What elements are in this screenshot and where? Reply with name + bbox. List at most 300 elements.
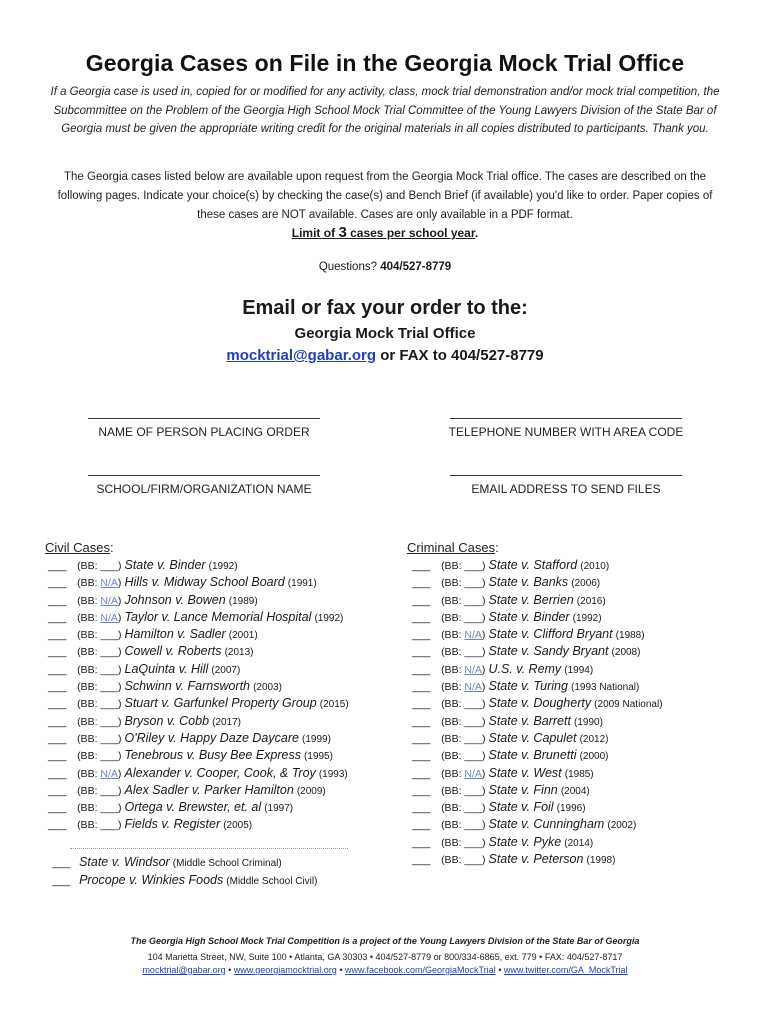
bench-brief-label: (BB:: [77, 819, 101, 832]
case-name: State v. Capulet: [488, 730, 577, 745]
order-instructions: The Georgia cases listed below are available upon request from the Georgia Mock Trial office. The cases are described on the following pages. Indicate your choice(s) by checking the case(s) and Bench Brief (if available) you'd like to order. Paper copies of these cases are NOT available. Cases are only available in a PDF format.: [57, 171, 713, 221]
case-year: (2007): [211, 664, 241, 676]
bench-brief-close: ): [481, 854, 486, 867]
bench-brief-close: ): [481, 681, 486, 694]
bench-brief-field[interactable]: [441, 819, 485, 831]
case-name: Hamilton v. Sadler: [124, 627, 226, 642]
bench-brief-close: ): [117, 594, 122, 607]
case-year: (2005): [223, 820, 253, 832]
case-checkbox-blank[interactable]: ___: [48, 629, 67, 642]
bench-brief-value: ___: [464, 836, 482, 849]
case-row: [412, 661, 663, 678]
case-checkbox-blank[interactable]: ___: [48, 732, 67, 745]
bench-brief-field[interactable]: [441, 629, 485, 641]
case-year: (1993): [318, 768, 348, 780]
case-checkbox-blank[interactable]: ___: [52, 875, 71, 887]
case-name: Cowell v. Roberts: [124, 644, 222, 659]
bench-brief-value: ___: [464, 802, 482, 815]
bench-brief-field[interactable]: [77, 750, 121, 762]
bench-brief-field[interactable]: [441, 716, 485, 728]
bench-brief-label: (BB:: [441, 836, 465, 849]
case-name: State v. Peterson: [488, 852, 584, 867]
phone-field-label: TELEPHONE NUMBER WITH AREA CODE: [448, 425, 684, 439]
case-checkbox-blank[interactable]: ___: [48, 594, 67, 607]
page-title: Georgia Cases on File in the Georgia Mock Trial Office: [85, 50, 685, 76]
bench-brief-close: ): [117, 732, 122, 745]
email-field-label: EMAIL ADDRESS TO SEND FILES: [471, 482, 661, 496]
case-name: State v. Clifford Bryant: [488, 627, 613, 642]
email-link[interactable]: mocktrial@gabar.org: [226, 347, 377, 364]
case-year: (1998): [586, 855, 616, 867]
case-row: [48, 661, 349, 678]
case-name: State v. Banks: [488, 575, 569, 590]
bench-brief-field[interactable]: [77, 577, 121, 589]
case-row: [412, 592, 663, 609]
limit-notice: Limit of 3 cases per school year.: [291, 224, 479, 241]
bench-brief-close: ): [117, 646, 122, 659]
bench-brief-close: ): [117, 629, 122, 642]
office-name: Georgia Mock Trial Office: [294, 325, 476, 342]
case-year: (2009): [296, 785, 326, 797]
case-row: [48, 695, 349, 712]
case-checkbox-blank[interactable]: ___: [48, 802, 67, 815]
bench-brief-label: (BB:: [77, 750, 101, 763]
contact-line: mocktrial@gabar.org or FAX to 404/527-8779: [226, 347, 544, 364]
case-checkbox-blank[interactable]: ___: [412, 750, 431, 763]
case-checkbox-blank[interactable]: ___: [412, 629, 431, 642]
bench-brief-value: ___: [100, 698, 118, 711]
bench-brief-close: ): [481, 698, 486, 711]
case-year: (2016): [576, 595, 606, 607]
bench-brief-field[interactable]: [77, 768, 121, 780]
case-year: (2015): [319, 699, 349, 711]
limit-text: Limit of 3 cases per school year: [291, 224, 475, 241]
footer-separator: •: [495, 965, 504, 975]
case-checkbox-blank[interactable]: ___: [412, 854, 431, 867]
case-checkbox-blank[interactable]: ___: [412, 802, 431, 815]
bench-brief-close: ): [117, 698, 122, 711]
case-name: Bryson v. Cobb: [124, 713, 210, 728]
case-name: State v. Foil: [488, 800, 554, 815]
bench-brief-label: (BB:: [441, 802, 465, 815]
bench-brief-label: (BB:: [77, 802, 101, 815]
bench-brief-label: (BB:: [441, 611, 465, 624]
name-field-label: NAME OF PERSON PLACING ORDER: [98, 425, 310, 439]
case-name: State v. Sandy Bryant: [488, 644, 609, 659]
case-row: [412, 834, 663, 851]
bench-brief-field[interactable]: [77, 802, 121, 814]
bench-brief-label: (BB:: [77, 577, 101, 590]
bench-brief-close: ): [117, 819, 122, 832]
bench-brief-close: ): [117, 802, 122, 815]
bench-brief-value: ___: [464, 560, 482, 572]
bench-brief-field[interactable]: [441, 612, 485, 624]
case-name: Hills v. Midway School Board: [124, 575, 285, 590]
bench-brief-label: (BB:: [441, 681, 465, 694]
bench-brief-close: ): [117, 784, 122, 797]
case-checkbox-blank[interactable]: ___: [52, 857, 71, 869]
footer-link[interactable]: www.georgiamocktrial.org: [233, 965, 337, 975]
bench-brief-label: (BB:: [77, 715, 101, 728]
bench-brief-value: ___: [100, 663, 118, 676]
case-year: (1985): [564, 768, 594, 780]
bench-brief-field[interactable]: [441, 664, 485, 676]
bench-brief-label: (BB:: [441, 819, 465, 832]
case-year: (1996): [556, 803, 586, 815]
bench-brief-field[interactable]: [77, 560, 121, 572]
case-row: [48, 643, 349, 660]
bench-brief-label: (BB:: [77, 646, 101, 659]
case-checkbox-blank[interactable]: ___: [412, 819, 431, 832]
case-name: Johnson v. Bowen: [124, 592, 226, 607]
phone-field[interactable]: [436, 418, 696, 439]
bench-brief-close: ): [117, 681, 122, 694]
bench-brief-label: (BB:: [77, 767, 101, 780]
bench-brief-value: ___: [464, 715, 482, 728]
bench-brief-close: ): [481, 784, 486, 797]
case-year: (2008): [611, 647, 641, 659]
case-row: [48, 678, 349, 695]
case-year: (2001): [228, 630, 258, 642]
case-checkbox-blank[interactable]: ___: [48, 698, 67, 711]
bench-brief-close: ): [117, 663, 122, 676]
bench-brief-label: (BB:: [441, 577, 465, 590]
case-name: State v. Finn: [488, 782, 558, 797]
bench-brief-label: (BB:: [441, 732, 465, 745]
bench-brief-close: ): [117, 560, 122, 572]
bench-brief-field[interactable]: [441, 646, 485, 658]
case-name: State v. Turing: [488, 679, 568, 694]
case-name: State v. Binder: [124, 558, 206, 572]
bench-brief-field[interactable]: [441, 595, 485, 607]
case-year: (1993 National): [570, 682, 640, 694]
bench-brief-value: ___: [100, 681, 118, 694]
case-year: (1989): [228, 595, 258, 607]
bench-brief-label: (BB:: [441, 698, 465, 711]
bench-brief-close: ): [117, 750, 122, 763]
case-row: [412, 557, 663, 574]
case-year: (2006): [571, 578, 601, 590]
bench-brief-field[interactable]: [441, 560, 485, 572]
case-year: (2017): [212, 716, 241, 728]
divider: [70, 848, 348, 849]
case-name: Tenebrous v. Busy Bee Express: [124, 748, 301, 763]
bench-brief-label: (BB:: [441, 750, 465, 763]
case-year: (2003): [253, 682, 282, 694]
footer-link[interactable]: mocktrial@gabar.org: [142, 965, 226, 975]
case-year: (1992): [572, 612, 602, 624]
case-name: State v. Dougherty: [488, 696, 592, 711]
bench-brief-field[interactable]: [441, 733, 485, 745]
bench-brief-close: ): [481, 819, 486, 832]
case-row: [48, 574, 349, 591]
bench-brief-value: ___: [100, 784, 118, 797]
case-name: State v. Stafford: [488, 558, 578, 572]
bench-brief-value: N/A: [100, 577, 118, 590]
bench-brief-value: N/A: [100, 611, 118, 624]
bench-brief-field[interactable]: [77, 785, 121, 797]
bench-brief-value: N/A: [464, 767, 482, 780]
case-name: State v. Cunningham: [488, 817, 605, 832]
case-checkbox-blank[interactable]: ___: [48, 646, 67, 659]
case-row: [48, 713, 349, 730]
bench-brief-value: ___: [464, 819, 482, 832]
bench-brief-label: (BB:: [77, 784, 101, 797]
case-checkbox-blank[interactable]: ___: [48, 819, 67, 832]
case-year: (2002): [607, 820, 637, 832]
bench-brief-close: ): [481, 611, 486, 624]
bench-brief-field[interactable]: [77, 716, 121, 728]
bench-brief-value: N/A: [464, 629, 482, 642]
bench-brief-value: N/A: [464, 681, 482, 694]
bench-brief-label: (BB:: [441, 715, 465, 728]
bench-brief-value: ___: [100, 715, 118, 728]
signature-line: [450, 418, 682, 419]
bench-brief-close: ): [481, 629, 486, 642]
case-year: (2012): [579, 733, 609, 745]
case-row: [48, 730, 349, 747]
bench-brief-value: ___: [464, 784, 482, 797]
bench-brief-value: ___: [464, 646, 482, 659]
case-note: (Middle School Civil): [226, 876, 318, 887]
bench-brief-field[interactable]: [77, 819, 121, 831]
case-row: [412, 643, 663, 660]
case-checkbox-blank[interactable]: ___: [412, 681, 431, 694]
case-checkbox-blank[interactable]: ___: [412, 698, 431, 711]
bench-brief-value: ___: [464, 698, 482, 711]
case-year: (1988): [615, 630, 645, 642]
bench-brief-close: ): [117, 611, 122, 624]
case-checkbox-blank[interactable]: ___: [412, 715, 431, 728]
case-row: [48, 626, 349, 643]
bench-brief-label: (BB:: [441, 854, 465, 867]
bench-brief-value: ___: [100, 629, 118, 642]
bench-brief-field[interactable]: [77, 595, 121, 607]
bench-brief-close: ): [481, 836, 486, 849]
bench-brief-close: ): [481, 560, 486, 572]
case-name: Procope v. Winkies Foods: [79, 873, 224, 887]
bench-brief-field[interactable]: [441, 768, 485, 780]
case-checkbox-blank[interactable]: ___: [48, 560, 67, 572]
case-row: [48, 799, 349, 816]
bench-brief-label: (BB:: [441, 594, 465, 607]
case-row: [412, 713, 663, 730]
case-checkbox-blank[interactable]: ___: [48, 750, 67, 763]
case-row: [48, 782, 349, 799]
bench-brief-close: ): [117, 767, 122, 780]
bench-brief-value: ___: [100, 750, 118, 763]
bench-brief-close: ): [481, 577, 486, 590]
case-checkbox-blank[interactable]: ___: [48, 577, 67, 590]
case-checkbox-blank[interactable]: ___: [412, 560, 431, 572]
bench-brief-field[interactable]: [441, 750, 485, 762]
bench-brief-label: (BB:: [441, 663, 465, 676]
bench-brief-value: ___: [464, 732, 482, 745]
case-checkbox-blank[interactable]: ___: [412, 767, 431, 780]
bench-brief-field[interactable]: [77, 629, 121, 641]
name-field[interactable]: [74, 418, 334, 439]
case-year: (1997): [264, 803, 294, 815]
bench-brief-field[interactable]: [441, 837, 485, 849]
bench-brief-value: ___: [464, 611, 482, 624]
case-checkbox-blank[interactable]: ___: [48, 663, 67, 676]
bench-brief-close: ): [481, 663, 486, 676]
bench-brief-value: ___: [100, 802, 118, 815]
footer-address: 104 Marietta Street, NW, Suite 100 • Atlanta, GA 30303 • 404/527-8779 or 800/334-6865, ext. 779 • FAX: 404/527-8717: [147, 952, 623, 962]
case-name: State v. Windsor: [79, 855, 170, 869]
school-field[interactable]: [74, 475, 334, 496]
bench-brief-field[interactable]: [441, 802, 485, 814]
bench-brief-close: ): [481, 732, 486, 745]
bench-brief-close: ): [481, 767, 486, 780]
bench-brief-field[interactable]: [441, 681, 485, 693]
bench-brief-close: ): [117, 577, 122, 590]
case-checkbox-blank[interactable]: ___: [48, 681, 67, 694]
case-name: Stuart v. Garfunkel Property Group: [124, 696, 317, 711]
case-checkbox-blank[interactable]: ___: [412, 577, 431, 590]
case-name: State v. Pyke: [488, 834, 562, 849]
case-checkbox-blank[interactable]: ___: [412, 646, 431, 659]
bench-brief-label: (BB:: [77, 681, 101, 694]
case-year: (1991): [287, 578, 317, 590]
case-name: LaQuinta v. Hill: [124, 661, 209, 676]
bench-brief-close: ): [117, 715, 122, 728]
case-name: Taylor v. Lance Memorial Hospital: [124, 609, 312, 624]
bench-brief-close: ): [481, 750, 486, 763]
case-year: (2010): [580, 561, 610, 572]
bench-brief-value: ___: [464, 577, 482, 590]
case-row: [412, 765, 663, 782]
order-heading: Email or fax your order to the:: [242, 297, 528, 319]
bench-brief-field[interactable]: [77, 612, 121, 624]
footer-project-line: The Georgia High School Mock Trial Competition is a project of the Young Lawyers Division of the State Bar of Georgia: [130, 936, 640, 946]
case-row: [48, 747, 349, 764]
case-name: U.S. v. Remy: [488, 661, 562, 676]
case-checkbox-blank[interactable]: ___: [48, 611, 67, 624]
case-name: State v. Brunetti: [488, 748, 577, 763]
bench-brief-value: ___: [100, 732, 118, 745]
bench-brief-close: ): [481, 802, 486, 815]
case-name: Alexander v. Cooper, Cook, & Troy: [124, 765, 316, 780]
signature-line: [88, 418, 320, 419]
case-name: Alex Sadler v. Parker Hamilton: [124, 782, 294, 797]
attribution-notice: If a Georgia case is used in, copied for or modified for any activity, class, mock trial demonstration and/or mock trial competition, the Subcommittee on the Problem of the Georgia High School Mock Trial Committee of the Young Lawyers Division of the State Bar of Georgia must be given the appropriate writing credit for the original materials in all copies distributed to participants. Thank you.: [50, 86, 720, 135]
case-row: [412, 816, 663, 833]
case-row: [52, 853, 317, 871]
bench-brief-close: ): [481, 715, 486, 728]
school-field-label: SCHOOL/FIRM/ORGANIZATION NAME: [96, 482, 312, 496]
bench-brief-field[interactable]: [77, 646, 121, 658]
footer-link[interactable]: www.facebook.com/GeorgiaMockTrial: [344, 965, 496, 975]
bench-brief-value: ___: [100, 646, 118, 659]
case-name: Ortega v. Brewster, et. al: [124, 800, 262, 815]
case-name: State v. West: [488, 765, 562, 780]
criminal-cases-heading: Criminal Cases:: [407, 540, 499, 555]
case-year: (1990): [574, 716, 603, 728]
bench-brief-field[interactable]: [77, 733, 121, 745]
case-year: (2009 National): [594, 699, 663, 711]
case-checkbox-blank[interactable]: ___: [48, 767, 67, 780]
footer-link[interactable]: www.twitter.com/GA_MockTrial: [503, 965, 628, 975]
case-row: [412, 695, 663, 712]
case-note: (Middle School Criminal): [172, 858, 282, 869]
case-name: Schwinn v. Farnsworth: [124, 679, 251, 694]
case-row: [48, 592, 349, 609]
footer-links: [0, 965, 770, 975]
case-year: (1992): [208, 561, 238, 572]
bench-brief-field[interactable]: [441, 785, 485, 797]
footer-separator: •: [225, 965, 234, 975]
footer-separator: •: [336, 965, 345, 975]
bench-brief-field[interactable]: [441, 577, 485, 589]
bench-brief-label: (BB:: [77, 732, 101, 745]
bench-brief-value: ___: [100, 819, 118, 832]
case-row: [412, 851, 663, 868]
case-checkbox-blank[interactable]: ___: [412, 663, 431, 676]
case-checkbox-blank[interactable]: ___: [412, 611, 431, 624]
bench-brief-label: (BB:: [77, 629, 101, 642]
case-year: (2000): [579, 751, 609, 763]
case-row: [412, 799, 663, 816]
email-field[interactable]: [436, 475, 696, 496]
case-year: (2013): [224, 647, 254, 659]
bench-brief-label: (BB:: [441, 629, 465, 642]
civil-case-list: [48, 557, 349, 834]
signature-line: [88, 475, 320, 476]
bench-brief-value: ___: [464, 594, 482, 607]
bench-brief-label: (BB:: [77, 663, 101, 676]
questions-line: Questions? 404/527-8779: [318, 261, 452, 273]
case-row: [412, 609, 663, 626]
case-year: (1995): [304, 751, 333, 763]
case-row: [412, 574, 663, 591]
criminal-case-list: [412, 557, 663, 868]
bench-brief-value: N/A: [100, 594, 118, 607]
case-row: [412, 730, 663, 747]
bench-brief-close: ): [481, 594, 486, 607]
bench-brief-field[interactable]: [77, 681, 121, 693]
bench-brief-field[interactable]: [441, 698, 485, 710]
bench-brief-label: (BB:: [77, 560, 101, 572]
bench-brief-field[interactable]: [77, 698, 121, 710]
case-row: [52, 871, 317, 889]
bench-brief-label: (BB:: [77, 594, 101, 607]
case-row: [48, 557, 349, 574]
bench-brief-label: (BB:: [441, 646, 465, 659]
bench-brief-label: (BB:: [441, 560, 465, 572]
case-checkbox-blank[interactable]: ___: [48, 715, 67, 728]
case-name: O'Riley v. Happy Daze Daycare: [124, 730, 299, 745]
middle-school-case-list: [52, 853, 317, 889]
case-checkbox-blank[interactable]: ___: [412, 836, 431, 849]
case-name: State v. Berrien: [488, 592, 574, 607]
bench-brief-label: (BB:: [77, 611, 101, 624]
bench-brief-value: ___: [464, 750, 482, 763]
case-year: (1992): [314, 612, 344, 624]
bench-brief-field[interactable]: [441, 854, 485, 866]
case-checkbox-blank[interactable]: ___: [412, 784, 431, 797]
case-year: (1994): [564, 664, 594, 676]
bench-brief-label: (BB:: [77, 698, 101, 711]
case-name: State v. Binder: [488, 609, 570, 624]
bench-brief-close: ): [481, 646, 486, 659]
case-checkbox-blank[interactable]: ___: [48, 784, 67, 797]
case-checkbox-blank[interactable]: ___: [412, 732, 431, 745]
case-checkbox-blank[interactable]: ___: [412, 594, 431, 607]
bench-brief-field[interactable]: [77, 664, 121, 676]
case-name: Fields v. Register: [124, 817, 221, 832]
bench-brief-value: N/A: [100, 767, 118, 780]
